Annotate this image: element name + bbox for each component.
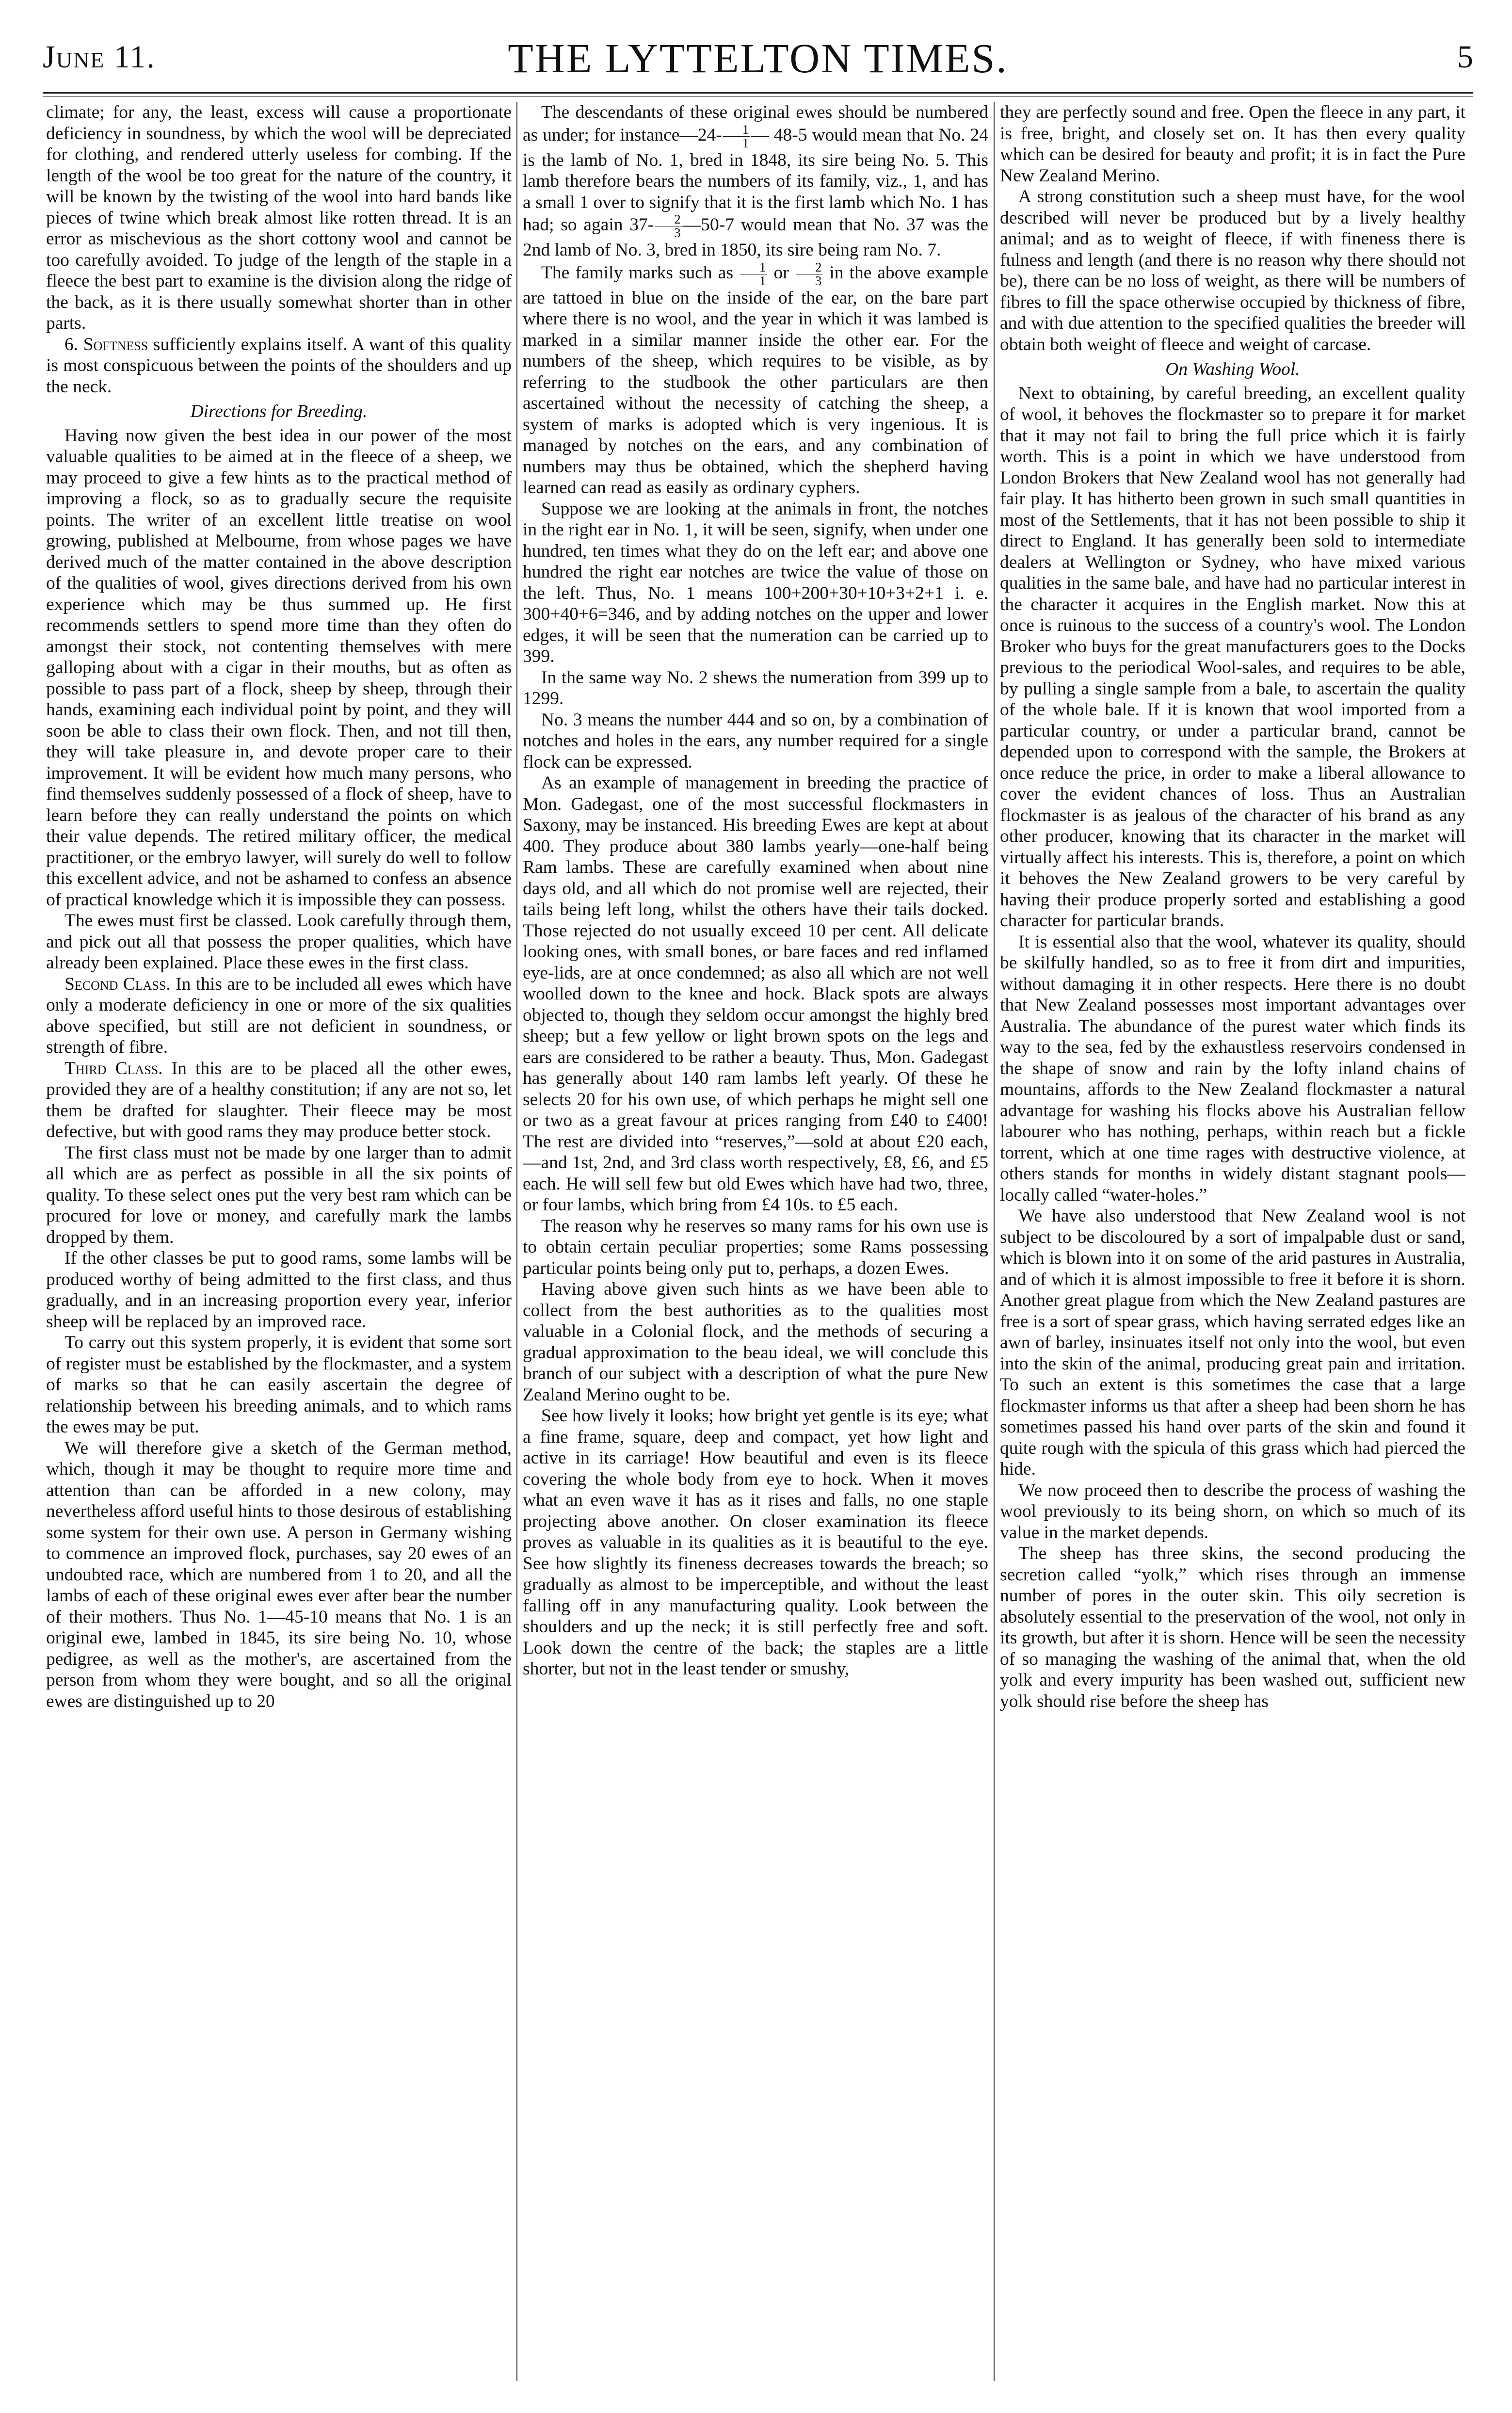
- section-heading-washing: On Washing Wool.: [1165, 359, 1300, 379]
- fraction-numerator: 1: [723, 123, 750, 137]
- fraction: [655, 213, 682, 240]
- column-rule-2: [994, 102, 995, 2381]
- run-in-heading: 6. Softness: [64, 334, 148, 354]
- paragraph-text: The descendants of these original ewes should be numbered as under; for instance—24-: [523, 102, 988, 145]
- paragraph: The ewes must first be classed. Look carefully through them, and pick out all that possess the proper qualities, which have already been explained. Place these ewes in the first class.: [46, 911, 512, 973]
- fraction-denominator: 3: [674, 225, 681, 240]
- section-heading-breeding: Directions for Breeding.: [190, 402, 368, 421]
- paragraph-text: in the above example are tattoed in blue on the inside of the ear, on the bare part where there is no wool, and the year in which it was lambed is marked in a similar manner inside the other ear. For the numbers of the sheep, which requires to be visible, as by referring to the studbook the other particulars are then ascertained without the necessity of catching the sheep, a system of marks is adopted which is very ingenious. It is managed by notches on the ears, and any combination of numbers may thus be obtained, which the shepherd having learned can read as easily as ordinary cyphers.: [523, 262, 988, 498]
- fraction-numerator: 2: [796, 261, 823, 274]
- newspaper-title: THE LYTTELTON TIMES.: [508, 35, 1008, 81]
- fraction: [723, 123, 750, 150]
- paragraph: We have also understood that New Zealand wool is not subject to be discoloured by a sort of impalpable dust or sand, which is blown into it on some of the arid pastures in Australia, and of which it is almost impossible to free it before it is shorn. Another great plague from which the New Zealand pastures are free is a sort of spear grass, which having serrated edges like an awn of barley, insinuates itself not only into the wool, but even into the skin of the animal, producing great pain and irritation. To such an extent is this sometimes the case that a large flockmaster informs us that after a sheep had been shorn he has sometimes passed his hand over parts of the skin and found it quite rough with the spicula of this grass which had pierced the hide.: [1000, 1206, 1465, 1479]
- issue-date: June 11.: [43, 39, 156, 75]
- paragraph: Next to obtaining, by careful breeding, an excellent quality of wool, it behoves the flockmaster so to prepare it for market that it may not fail to bring the full price which it is fairly worth. This is a point in which we have understood from London Brokers that New Zealand wool has not generally had fair play. It has hitherto been grown in such small quantities in most of the Settlements, that it has not been possible to ship it direct to England. It has generally been sold to intermediate dealers at Wellington or Sydney, who have mixed various qualities in the same bale, and have had no particular interest in the character it acquires in the English market. Now this at once is ruinous to the success of a country's wool. The London Broker who buys for the great manufacturers goes to the Docks previous to the periodical Wool-sales, and requires to be able, by pulling a single sample from a bale, to ascertain the quality of the whole bale. If it is known that wool imported from a particular country, or under a particular brand, cannot be depended upon to correspond with the sample, the Brokers at once reduce the price, in order to make a liberal allowance to cover the evident chances of loss. Thus an Australian flockmaster is as jealous of the character of his brand as any other producer, knowing that its character in the market will virtually affect his interests. This is, therefore, a point on which it behoves the New Zealand growers to be very careful by having their produce properly sorted and establishing a good character for particular brands.: [1000, 383, 1465, 931]
- paragraph-text: In this are to be placed all the other ewes, provided they are of a healthy constitution; if any are not so, let them be drafted for slaughter. Their fleece may be most defective, but with good rams they may produce better stock.: [46, 1058, 512, 1142]
- paragraph: they are perfectly sound and free. Open the fleece in any part, it is free, bright, and closely set on. It has then every quality which can be desired for beauty and profit; it is in fact the Pure New Zealand Merino.: [1000, 102, 1465, 186]
- page-number: 5: [1457, 39, 1473, 75]
- paragraph: It is essential also that the wool, whatever its quality, should be skilfully handled, so as to free it from dirt and impurities, without damaging it in other respects. Here there is no doubt that New Zealand possesses most important advantages over Australia. The abundance of the purest water which finds its way to the sea, fed by the exhaustless reservoirs condensed in the shape of snow and rain by the lofty inland chains of mountains, affords to the New Zealand flockmaster a natural advantage for washing his flocks above his Australian fellow labourer who has nothing, perhaps, within reach but a fickle torrent, which at one time rages with destructive violence, at others stands for months in widely distant stagnant pools—locally called “water-holes.”: [1000, 932, 1465, 1205]
- paragraph: We now proceed then to describe the process of washing the wool previously to its being shorn, on which so much of its value in the market depends.: [1000, 1480, 1465, 1543]
- paragraph: See how lively it looks; how bright yet gentle is its eye; what a fine frame, square, deep and compact, yet how light and active in its carriage! How beautiful and even is its fleece covering the whole body from eye to hock. When it moves what an even wave it has as it rises and falls, no one staple projecting above another. On closer examination its fleece proves as valuable in its qualities as it is beautiful to the eye. See how slightly its fineness decreases towards the breach; so gradually as almost to be imperceptible, and without the least falling off in any manufacturing quality. Look between the shoulders and up the neck; it is still perfectly free and soft. Look down the centre of the back; the staples are a little shorter, but not in the least tender or smushy,: [523, 1406, 988, 1679]
- paragraph: The reason why he reserves so many rams for his own use is to obtain certain peculiar properties; some Rams possessing particular points being only put to, perhaps, a dozen Ewes.: [523, 1216, 988, 1278]
- paragraph-text: The family marks such as: [541, 262, 739, 283]
- paragraph: [46, 974, 512, 1058]
- column-3: [1000, 102, 1465, 2396]
- paragraph: As an example of management in breeding the practice of Mon. Gadegast, one of the most successful flockmasters in Saxony, may be instanced. His breeding Ewes are kept at about 400. They produce about 380 lambs yearly—one-half being Ram lambs. These are carefully examined when about nine days old, and all which do not promise well are rejected, their tails being left long, whilst the others have their tails docked. Those rejected do not usually exceed 10 per cent. All delicate looking ones, with small bones, or bare faces and red inflamed eye-lids, are at once condemned; as also all which are not well woolled down to the knee and hock. Black spots are always objected to, though they seldom occur amongst the highly bred sheep; but a few yellow or light brown spots on the legs and ears are considered to be rather a beauty. Thus, Mon. Gadegast has generally about 140 ram lambs left yearly. Of these he selects 20 for his own use, of which perhaps he might sell one or two as a great favour at prices ranging from £40 to £400! The rest are divided into “reserves,”—sold at about £20 each,—and 1st, 2nd, and 3rd class worth respectively, £8, £6, and £5 each. He will sell few but old Ewes which have had two, three, or four lambs, which bring from £4 10s. to £5 each.: [523, 773, 988, 1215]
- paragraph: No. 3 means the number 444 and so on, by a combination of notches and holes in the ears, any number required for a single flock can be expressed.: [523, 709, 988, 772]
- paragraph: [523, 261, 988, 499]
- paragraph: If the other classes be put to good rams, some lambs will be produced worthy of being admitted to the first class, and thus gradually, and in an increasing proportion every year, inferior sheep will be replaced by an improved race.: [46, 1248, 512, 1332]
- paragraph: [46, 334, 512, 398]
- fraction-denominator: 3: [815, 273, 822, 288]
- paragraph: The sheep has three skins, the second producing the secretion called “yolk,” which rises through an immense number of pores in the outer skin. This oily secretion is absolutely essential to the preservation of the wool, not only in its growth, but after it is shorn. Hence will be seen the necessity of so managing the washing of the animal that, when the old yolk and every impurity has been washed out, sufficient new yolk should rise before the sheep has: [1000, 1544, 1465, 1711]
- paragraph: The first class must not be made by one larger than to admit all which are as perfect as possible in all the six points of quality. To these select ones put the very best ram which can be procured for love or money, and carefully mark the lambs dropped by them.: [46, 1142, 512, 1247]
- paragraph: [46, 1058, 512, 1142]
- fraction-numerator: 1: [740, 261, 767, 274]
- run-in-heading: Third Class.: [64, 1058, 163, 1078]
- paragraph-text: or: [768, 262, 795, 283]
- paragraph-text: In this are to be included all ewes which have only a moderate deficiency in one or more of the six qualities above specified, but still are not deficient in soundness, or strength of fibre.: [46, 974, 512, 1057]
- paragraph: [523, 102, 988, 261]
- column-1: [46, 102, 512, 2396]
- masthead: [43, 34, 1473, 97]
- header-rule-thin: [43, 96, 1473, 97]
- fraction-numerator: 2: [655, 213, 682, 226]
- column-rule-1: [516, 102, 517, 2381]
- paragraph: Having above given such hints as we have been able to collect from the best authorities as to the qualities most valuable in a Colonial flock, and the methods of securing a gradual approximation to the beau ideal, we will conclude this branch of our subject with a description of what the pure New Zealand Merino ought to be.: [523, 1279, 988, 1405]
- paragraph: Suppose we are looking at the animals in front, the notches in the right ear in No. 1, it will be seen, signify, when under one hundred, ten times what they do on the left ear; and above one hundred the right ear notches are twice the value of those on the left. Thus, No. 1 means 100+200+30+10+3+2+1 i. e. 300+40+6=346, and by adding notches on the upper and lower edges, it will be seen that the numeration can be carried up to 399.: [523, 499, 988, 666]
- run-in-heading: Second Class.: [64, 974, 171, 994]
- column-2: [523, 102, 988, 2396]
- paragraph: To carry out this system properly, it is evident that some sort of register must be established by the flockmaster, and a system of marks so that he can easily ascertain the degree of relationship between his breeding animals, and to which rams the ewes may be put.: [46, 1333, 512, 1437]
- paragraph-text: —50-7 would mean that No. 37 was the 2nd lamb of No. 3, bred in 1850, its sire being ram No. 7.: [523, 215, 988, 260]
- paragraph: Having now given the best idea in our power of the most valuable qualities to be aimed at in the fleece of a sheep, we may proceed to give a few hints as to the practical method of improving a flock, so as to gradually secure the requisite points. The writer of an excellent little treatise on wool growing, published at Melbourne, from whose pages we have derived much of the matter contained in the above description of the qualities of wool, gives directions derived from his own experience which may be thus summed up. He first recommends settlers to spend more time than they often do amongst their stock, not contenting themselves with mere galloping about with a cigar in their mouths, but as often as possible to pass part of a flock, sheep by sheep, through their hands, examining each individual point by point, and they will soon be able to class their own flock. Then, and not till then, they will take pleasure in, and devote proper care to their improvement. It will be evident how much many persons, who find themselves suddenly possessed of a flock of sheep, have to learn before they can really understand the points on which their value depends. The retired military officer, the medical practitioner, or the embryo lawyer, will surely do well to follow this excellent advice, and not be ashamed to confess an absence of practical knowledge which it is impossible they can possess.: [46, 425, 512, 910]
- fraction-denominator: 1: [759, 273, 766, 288]
- paragraph-text: sufficiently explains itself. A want of this quality is most conspicuous between the points of the shoulders and up the neck.: [46, 334, 512, 397]
- paragraph: A strong constitution such a sheep must have, for the wool described will never be produced but by a lively healthy animal; and as to weight of fleece, if with fineness there is fulness and length (and there is no reason why there should not be), there can be no loss of weight, as there will be numbers of fibres to fill the space otherwise occupied by thickness of fibre, and with due attention to the specified qualities the breeder will obtain both weight of fleece and weight of carcase.: [1000, 187, 1465, 354]
- fraction: [740, 261, 767, 288]
- paragraph: We will therefore give a sketch of the German method, which, though it may be thought to require more time and attention than can be afforded in a new colony, may nevertheless afford useful hints to those desirous of establishing some system for their own use. A person in Germany wishing to commence an improved flock, purchases, say 20 ewes of an undoubted race, which are numbered from 1 to 20, and all the lambs of each of these original ewes ever after bear the number of their mothers. Thus No. 1—45-10 means that No. 1 is an original ewe, lambed in 1845, its sire being No. 10, whose pedigree, as well as the mother's, are ascertained from the person from whom they were bought, and so all the original ewes are distinguished up to 20: [46, 1438, 512, 1711]
- paragraph-text: — 48-5 would mean that No. 24 is the lamb of No. 1, bred in 1848, its sire being No. 5. This lamb therefore bears the numbers of its family, viz., 1, and has a small 1 over to signify that it is the first lamb which No. 1 has had; so again 37-: [523, 125, 988, 235]
- fraction-denominator: 1: [742, 135, 749, 150]
- fraction: [796, 261, 823, 288]
- header-rule: [43, 92, 1473, 94]
- paragraph: climate; for any, the least, excess will cause a proportionate deficiency in soundness, by which the wool will be depreciated for clothing, and rendered utterly useless for combing. If the length of the wool be too great for the nature of the country, it will be known by the twisting of the wool into hard bands like pieces of twine which break almost like rotten thread. It is an error as mischevious as the short cottony wool and cannot be too carefully avoided. To judge of the length of the staple in a fleece the best part to examine is the division along the ridge of the back, as it is there usually somewhat shorter than in other parts.: [46, 102, 512, 333]
- paragraph: In the same way No. 2 shews the numeration from 399 up to 1299.: [523, 667, 988, 708]
